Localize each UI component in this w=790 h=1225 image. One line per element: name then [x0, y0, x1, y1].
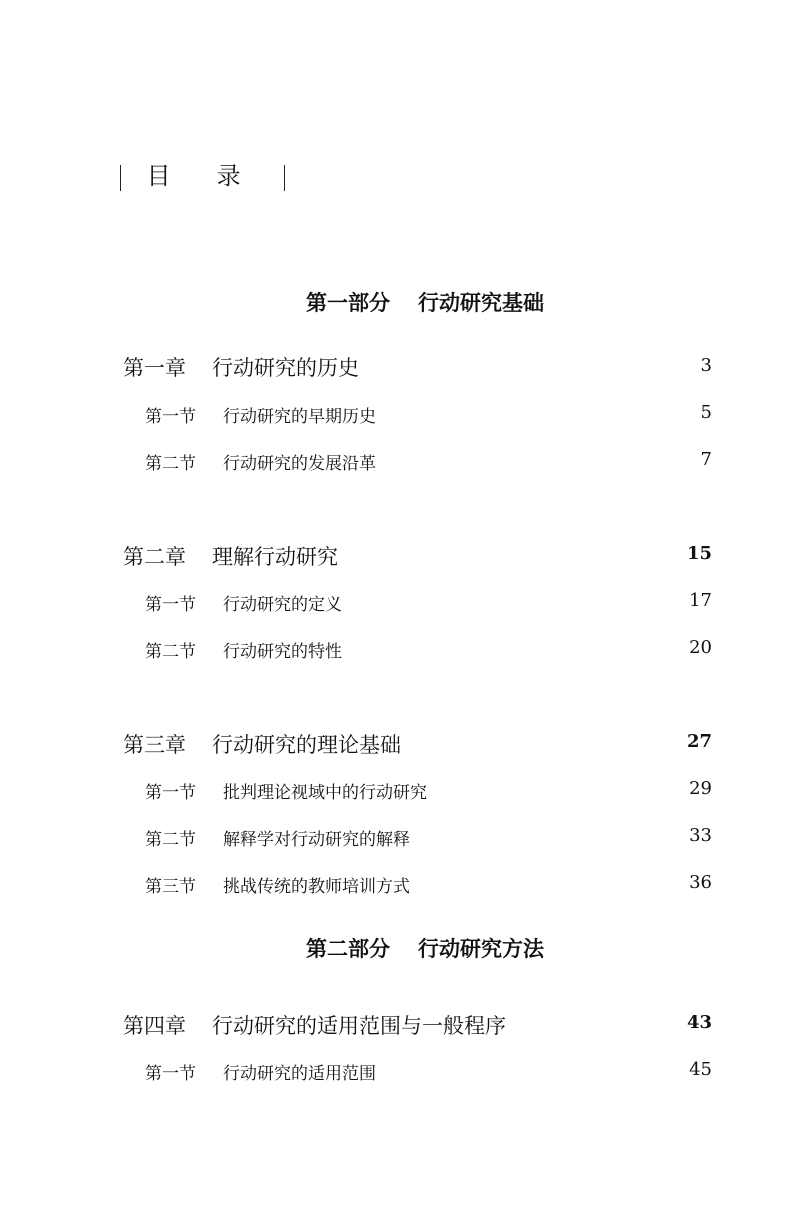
section-title[interactable]: 行动研究的发展沿革	[223, 454, 376, 474]
section-page: 33	[689, 825, 712, 846]
chapter-label[interactable]: 第四章	[123, 1014, 186, 1038]
chapter-label[interactable]: 第一章	[123, 356, 186, 380]
section-title[interactable]: 行动研究的早期历史	[223, 407, 376, 427]
section-page: 29	[689, 778, 712, 799]
chapter-page: 15	[686, 543, 712, 564]
toc-heading	[120, 156, 285, 191]
section-page: 45	[689, 1059, 712, 1080]
section-label[interactable]: 第二节	[145, 642, 196, 662]
section-page: 17	[689, 590, 712, 611]
heading-char-1: 目	[146, 162, 199, 190]
chapter-label[interactable]: 第三章	[123, 733, 186, 757]
chapter-title[interactable]: 理解行动研究	[212, 545, 338, 569]
section-page: 20	[689, 637, 712, 658]
part-label: 第一部分	[306, 290, 390, 315]
part-label: 第二部分	[306, 936, 390, 961]
section-label[interactable]: 第二节	[145, 830, 196, 850]
section-page: 36	[689, 872, 712, 893]
section-label[interactable]: 第一节	[145, 783, 196, 803]
chapter-title[interactable]: 行动研究的历史	[212, 356, 359, 380]
heading-char-2: 录	[216, 162, 241, 190]
section-label[interactable]: 第二节	[145, 454, 196, 474]
section-label[interactable]: 第一节	[145, 407, 196, 427]
section-page: 7	[700, 449, 712, 470]
section-title[interactable]: 行动研究的适用范围	[223, 1064, 376, 1084]
chapter-page: 27	[686, 731, 712, 752]
chapter-title[interactable]: 行动研究的适用范围与一般程序	[212, 1014, 506, 1038]
chapter-label[interactable]: 第二章	[123, 545, 186, 569]
section-label[interactable]: 第三节	[145, 877, 196, 897]
section-title[interactable]: 行动研究的定义	[223, 595, 342, 615]
part-heading-1	[0, 287, 790, 317]
chapter-page: 3	[700, 355, 712, 376]
section-title[interactable]: 批判理论视域中的行动研究	[223, 783, 427, 803]
section-title[interactable]: 行动研究的特性	[223, 642, 342, 662]
section-label[interactable]: 第一节	[145, 1064, 196, 1084]
part-title: 行动研究方法	[418, 936, 544, 961]
section-title[interactable]: 挑战传统的教师培训方式	[223, 877, 410, 897]
section-page: 5	[700, 402, 712, 423]
heading-right-rule	[284, 165, 285, 191]
chapter-title[interactable]: 行动研究的理论基础	[212, 733, 401, 757]
part-title: 行动研究基础	[418, 290, 544, 315]
chapter-page: 43	[686, 1012, 712, 1033]
section-label[interactable]: 第一节	[145, 595, 196, 615]
section-title[interactable]: 解释学对行动研究的解释	[223, 830, 410, 850]
heading-left-rule	[120, 165, 121, 191]
part-heading-2	[0, 933, 790, 963]
